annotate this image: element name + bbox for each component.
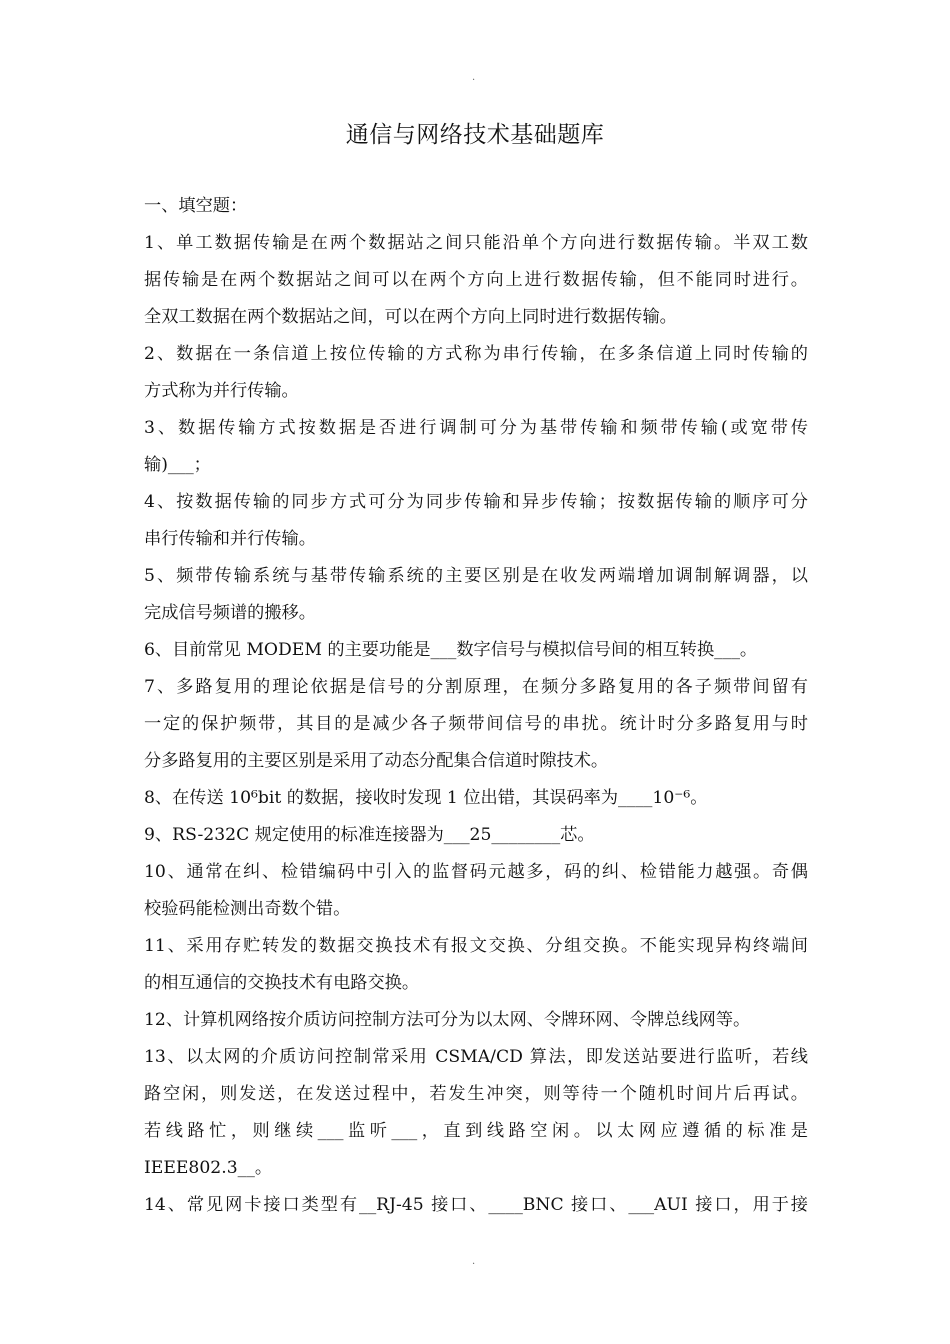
question-line: 串行传输和并行传输。 xyxy=(144,529,316,549)
question-line: 路空闲，则发送，在发送过程中，若发生冲突，则等待一个随机时间片后再试。 xyxy=(144,1084,808,1104)
question-line: 的相互通信的交换技术有电路交换。 xyxy=(144,973,420,993)
question-line: 一定的保护频带，其目的是减少各子频带间信号的串扰。统计时分多路复用与时 xyxy=(144,714,808,734)
question-line: 据传输是在两个数据站之间可以在两个方向上进行数据传输，但不能同时进行。 xyxy=(144,270,808,290)
question-line: 3、数据传输方式按数据是否进行调制可分为基带传输和频带传输(或宽带传 xyxy=(144,418,808,438)
question-line: 分多路复用的主要区别是采用了动态分配集合信道时隙技术。 xyxy=(144,751,609,771)
question-line: 10、通常在纠、检错编码中引入的监督码元越多，码的纠、检错能力越强。奇偶 xyxy=(144,862,808,882)
question-line: 方式称为并行传输。 xyxy=(144,381,299,401)
question-lines xyxy=(144,225,808,1224)
question-line: 7、多路复用的理论依据是信号的分割原理，在频分多路复用的各子频带间留有 xyxy=(144,677,808,697)
page-mark-top: . xyxy=(472,72,476,83)
question-line: 9、RS-232C 规定使用的标准连接器为___25________芯。 xyxy=(144,825,595,845)
question-line: 6、目前常见 MODEM 的主要功能是___数字信号与模拟信号间的相互转换___。 xyxy=(144,640,758,660)
question-line: 4、按数据传输的同步方式可分为同步传输和异步传输；按数据传输的顺序可分 xyxy=(144,492,808,512)
question-line: 完成信号频谱的搬移。 xyxy=(144,603,316,623)
question-line: 输)___； xyxy=(144,455,211,475)
question-line: 若线路忙，则继续___监听___，直到线路空闲。以太网应遵循的标准是 xyxy=(144,1121,808,1141)
document-body xyxy=(144,188,808,1224)
question-line: 13、以太网的介质访问控制常采用 CSMA/CD 算法，即发送站要进行监听，若线 xyxy=(144,1047,808,1067)
section-heading: 一、填空题： xyxy=(144,196,248,216)
question-line: 11、采用存贮转发的数据交换技术有报文交换、分组交换。不能实现异构终端间 xyxy=(144,936,808,956)
question-line: 5、频带传输系统与基带传输系统的主要区别是在收发两端增加调制解调器，以 xyxy=(144,566,808,586)
question-line: 12、计算机网络按介质访问控制方法可分为以太网、令牌环网、令牌总线网等。 xyxy=(144,1010,751,1030)
question-line: 全双工数据在两个数据站之间，可以在两个方向上同时进行数据传输。 xyxy=(144,307,677,327)
question-line: 14、常见网卡接口类型有__RJ-45 接口、____BNC 接口、___AUI 接口，用于接 xyxy=(144,1195,808,1215)
question-line: 校验码能检测出奇数个错。 xyxy=(144,899,351,919)
question-line: 1、单工数据传输是在两个数据站之间只能沿单个方向进行数据传输。半双工数 xyxy=(144,233,808,253)
question-line: IEEE802.3__。 xyxy=(144,1158,273,1178)
page-mark-bottom: . xyxy=(472,1256,476,1267)
question-line: 2、数据在一条信道上按位传输的方式称为串行传输，在多条信道上同时传输的 xyxy=(144,344,808,364)
document-title: 通信与网络技术基础题库 xyxy=(345,122,605,148)
question-line: 8、在传送 10⁶bit 的数据，接收时发现 1 位出错，其误码率为____10⁻⁶。 xyxy=(144,788,708,808)
